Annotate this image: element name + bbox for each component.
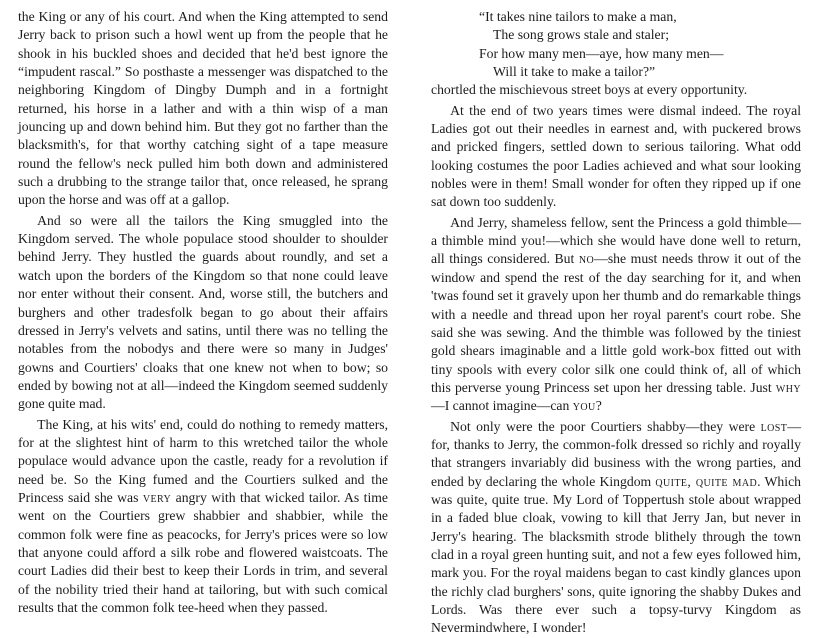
small-caps-text: you [572,398,596,414]
paragraph-text: The King, at his wits' end, could do nothing to remedy matters, for at the slightest hint of harm to this wretched tailor the whole populace would advance upon the castle, ready for a revolution if need be. So the King fumed and the Courtiers sulked and the Princess said she was [18,416,388,505]
left-text-column [18,8,388,617]
paragraph-text: And Jerry, shameless fellow, sent the Princess a gold thimble—a thimble mind you!—which she would have done well to return, all things considered. But [431,214,801,267]
small-caps-text: quite, quite mad [655,473,758,489]
paragraph-text: ? [595,398,602,414]
paragraph-text: the King or any of his court. And when the King attempted to send Jerry back to prison such a howl went up from the people that he shook in his buckled shoes and decided that he'd best ignore the “impudent rascal.” So posthaste a messenger was dispatched to the neighboring Kingdom of Dingby Dumph and in a fortnight returned, his horse in a lather and with a thin wisp of a man jouncing up and down behind him. But they got no farther than the blacksmith's, for that worthy catching sight of a tape measure round the fellow's neck pulled him both down and administered such a drubbing to the strange tailor that, once released, he sprang upon the horse and was off at a gallop. [18,9,388,208]
left-paragraph-3 [18,416,388,618]
paragraph-text: At the end of two years times were dismal indeed. The royal Ladies got out their needles in earnest and, with puckered brows and pricked fingers, settled down to serious tailoring. What odd looking costumes the poor Ladies achieved and what sour looking nobles were in them! Small wonder for often they ripped up if one sat down too suddenly. [431,102,801,210]
verse-line-3: For how many men—aye, how many men— [479,45,724,61]
paragraph-text: —I cannot imagine—can [431,398,573,414]
song-verse [479,8,801,81]
left-page [0,0,409,615]
left-paragraph-2 [18,212,388,414]
right-paragraph-2 [431,102,801,212]
paragraph-text: chortled the mischievous street boys at every opportunity. [431,82,748,98]
small-caps-text: why [775,379,801,395]
paragraph-text: . Which was quite, quite true. My Lord of Toppertush stole about wrapped in a faded blue cloak, vowing to kill that Jerry Jan, but never in Jerry's hearing. The blacksmith strode blithely through the town clad in a royal green hunting suit, and not a few eyes followed him, mark you. For the royal maidens began to cast kindly glances upon the richly clad burghers' sons, quite ignoring the shabby Dukes and Lords. Was there ever such a topsy-turvy Kingdom as Nevermindwhere, I wonder! [431,473,801,636]
small-caps-text: no [578,251,595,267]
verse-line-4: Will it take to make a tailor?” [493,64,656,80]
small-caps-text: lost [760,418,788,434]
right-paragraph-4 [431,418,801,638]
paragraph-text: Not only were the poor Courtiers shabby—they were [450,418,761,434]
right-text-column [431,8,801,638]
paragraph-text: And so were all the tailors the King smuggled into the Kingdom served. The whole populace stood shoulder to shoulder behind Jerry. They hustled the guards about roundly, and set a watch upon the borders of the Kingdom so that none could leave nor enter without their consent. And, worse still, the butchers and burghers and other tradesfolk began to go about their affairs dressed in Jerry's velvets and satins, until there was no telling the notables from the nobodys and there were so many in Judges' gowns and Courtiers' cloaks that one knew not when to bow; so ended by bowing not at all—indeed the Kingdom seemed suddenly gone quite mad. [18,212,388,412]
verse-line-2: The song grows stale and staler; [493,27,669,43]
paragraph-text: angry with that wicked tailor. As time went on the Courtiers grew shabbier and shabbier, while the common folk were fine as peacocks, for Jerry's prices were so low that anyone could afford a silk robe and flowered waistcoats. The court Ladies did their best to keep their Lords in trim, and several of the nobility tried their hand at tailoring, but with such comical results that the common folk tee-heed when they passed. [18,489,388,615]
verse-line-1: “It takes nine tailors to make a man, [479,9,677,24]
left-paragraph-1 [18,8,388,210]
right-paragraph-1 [431,81,801,99]
paragraph-text: —for, thanks to Jerry, the common-folk dressed so richly and royally that strangers invariably did business with the wrong parties, and ended by declaring the whole Kingdom [431,418,801,489]
paragraph-text: —she must needs throw it out of the window and spend the rest of the day searching for it, and when 'twas found set it gravely upon her thumb and do remarkable things with a needle and thread upon her royal parent's court robe. She said she was sewing. And the thimble was followed by the tiniest gold shears imaginable and a little gold work-box fitted out with tiny spools with every color silk one could think of, all of which this perverse young Princess set upon her dressing table. Just [431,251,801,395]
small-caps-text: very [142,489,172,505]
right-page [409,0,818,636]
right-paragraph-3 [431,214,801,416]
